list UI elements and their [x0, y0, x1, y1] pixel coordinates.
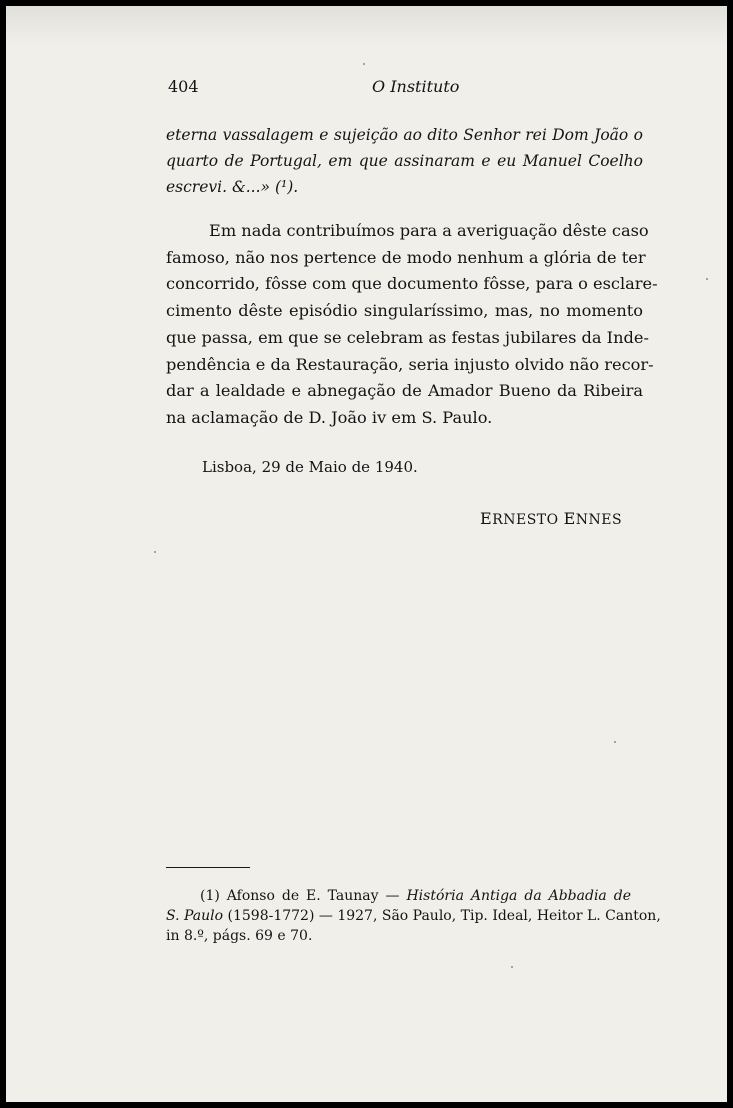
body-line: na aclamação de D. João iv em S. Paulo. — [166, 407, 493, 427]
footnote-title: História Antiga da Abbadia de — [406, 888, 631, 904]
footnote-title: S. Paulo — [166, 908, 224, 924]
body-line: cimento dêste episódio singularíssimo, mas, no momento — [166, 301, 643, 321]
signature-text: RNESTO — [492, 512, 559, 528]
scan-speck — [511, 966, 513, 968]
scan-speck — [706, 278, 708, 280]
body-paragraph — [166, 218, 658, 432]
scan-speck — [363, 63, 365, 65]
dateline: Lisboa, 29 de Maio de 1940. — [202, 458, 418, 476]
body-line: famoso, não nos pertence de modo nenhum a glória de ter — [166, 247, 646, 267]
signature-text: NNES — [575, 512, 623, 528]
footnote-rule — [166, 867, 250, 868]
document-page — [6, 6, 727, 1102]
running-title: O Instituto — [372, 77, 460, 96]
body-line: concorrido, fôsse com que documento fôsse, para o esclare- — [166, 274, 658, 294]
body-line: Em nada contribuímos para a averiguação dêste caso — [209, 221, 649, 240]
scan-speck — [154, 551, 156, 553]
signature-initial: E — [480, 509, 493, 528]
footnote-line — [166, 886, 631, 906]
quote-line: quarto de Portugal, em que assinaram e eu Manuel Coelho — [166, 152, 643, 170]
author-signature — [480, 509, 622, 528]
body-line: dar a lealdade e abnegação de Amador Bueno da Ribeira — [166, 381, 643, 401]
quote-line: escrevi. &...» (¹). — [166, 178, 299, 196]
footnote — [166, 886, 661, 946]
footnote-marker: (1) — [200, 888, 220, 904]
body-line: que passa, em que se celebram as festas jubilares da Inde- — [166, 327, 649, 347]
footnote-line — [166, 906, 661, 926]
scan-speck — [614, 741, 616, 743]
signature-initial: E — [563, 509, 576, 528]
body-line: pendência e da Restauração, seria injusto olvido não recor- — [166, 354, 654, 374]
footnote-author: Afonso de E. Taunay — — [226, 888, 400, 904]
quote-paragraph — [166, 122, 643, 200]
footnote-line: in 8.º, págs. 69 e 70. — [166, 928, 313, 944]
page-number: 404 — [168, 77, 199, 96]
footnote-text: (1598-1772) — 1927, São Paulo, Tip. Ideal, Heitor L. Canton, — [227, 908, 661, 924]
page-header — [168, 77, 638, 101]
quote-line: eterna vassalagem e sujeição ao dito Senhor rei Dom João o — [166, 126, 643, 144]
scan-shading — [6, 6, 727, 46]
